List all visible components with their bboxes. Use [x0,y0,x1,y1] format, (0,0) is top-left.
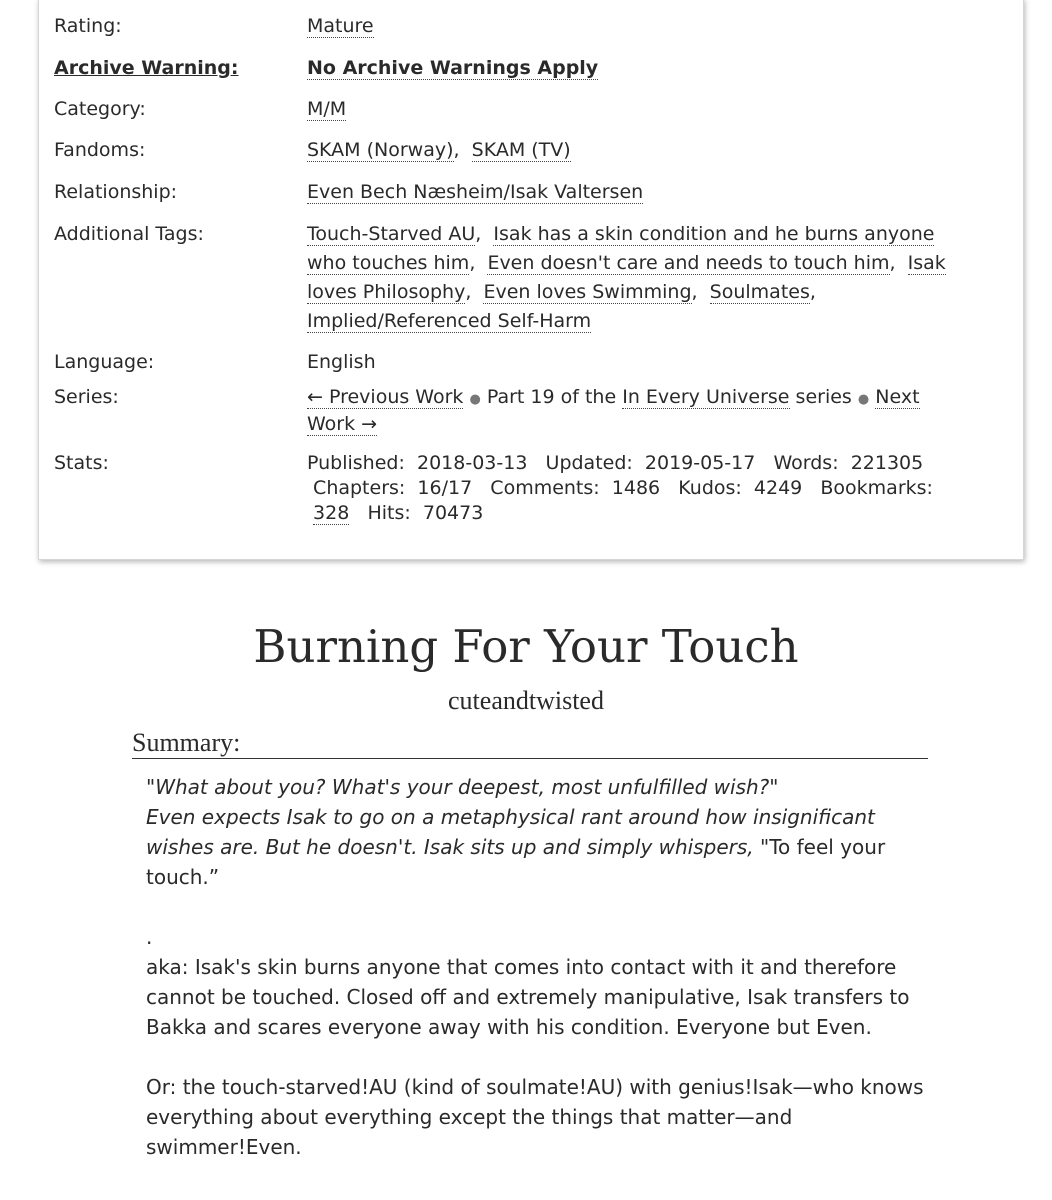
updated-label: Updated: [545,452,633,474]
freeform-tag[interactable]: Touch-Starved AU [307,223,476,245]
tags-label: Additional Tags: [54,223,204,245]
bookmarks-link[interactable]: 328 [313,502,350,524]
freeform-tag[interactable]: Implied/Referenced Self-Harm [307,310,592,332]
hits-value: 70473 [422,502,484,524]
freeform-tag[interactable]: Even loves Swimming [483,281,692,303]
fandom-tag[interactable]: SKAM (TV) [471,139,571,161]
relationship-label: Relationship: [54,181,178,203]
updated-value: 2019-05-17 [644,452,756,474]
work-title: Burning For Your Touch [253,620,799,673]
comments-label: Comments: [490,477,600,499]
category-tag[interactable]: M/M [307,98,347,120]
summary-text [146,772,926,1162]
relationship-tag[interactable]: Even Bech Næsheim/Isak Valtersen [307,181,644,203]
summary-quote: "What about you? What's your deepest, most unfulfilled wish?" [146,775,779,799]
hits-label: Hits: [367,502,411,524]
freeform-tag[interactable]: Isak has a skin condition and he burns anyone who touches him [307,223,935,274]
freeform-tag[interactable]: Isak loves Philosophy [307,252,946,303]
published-label: Published: [307,452,405,474]
freeform-tag[interactable]: Even doesn't care and needs to touch him [487,252,890,274]
category-label: Category: [54,98,146,120]
summary-separator: . [146,925,153,949]
warning-tag[interactable]: No Archive Warnings Apply [307,57,599,79]
summary-quote-italic: Even expects Isak to go on a metaphysical rant around how insignificant wishes are. But he doesn't. Isak sits up and simply whispers, [146,805,875,859]
rating-tag[interactable]: Mature [307,15,374,37]
kudos-label: Kudos: [678,477,742,499]
fandom-tag[interactable]: SKAM (Norway) [307,139,454,161]
chapters-value: 16/17 [417,477,473,499]
series-part-text: Part 19 of the [486,386,617,408]
bullet-icon: ● [469,392,481,407]
tags-list: Touch-Starved AU, Isak has a skin condition and he burns anyone who touches him, Even doesn't care and needs to touch him, Isak loves Philosophy, Even loves Swimming, Soulmates, Implied/Referenced Self-Harm [307,223,946,332]
stats-values [307,451,953,526]
stats-label: Stats: [54,452,109,474]
series-link[interactable]: In Every Universe [622,386,790,408]
summary-or: Or: the touch-starved!AU (kind of soulmate!AU) with genius!Isak—who knows everything about everything except the things that matter—and swimmer!Even. [146,1075,924,1159]
fandoms-label: Fandoms: [54,139,146,161]
bullet-icon: ● [857,392,870,407]
words-value: 221305 [850,452,924,474]
language-value: English [307,351,376,373]
comments-value: 1486 [611,477,661,499]
rating-label: Rating: [54,15,122,37]
published-value: 2018-03-13 [416,452,528,474]
language-label: Language: [54,351,155,373]
bookmarks-label: Bookmarks: [820,477,933,499]
work-author-link[interactable]: cuteandtwisted [448,686,604,715]
warning-colon: : [230,57,239,79]
words-label: Words: [773,452,839,474]
kudos-value: 4249 [753,477,803,499]
next-work-link[interactable]: Next Work → [307,386,920,435]
freeform-tag[interactable]: Soulmates [709,281,810,303]
summary-aka: aka: Isak's skin burns anyone that comes into contact with it and therefore cannot be touched. Closed off and extremely manipulative, Isak transfers to Bakka and scares everyone away with his condition. Everyone but Even. [146,955,910,1039]
series-word: series [795,386,852,408]
summary-quote-plain: "To feel your touch.” [146,835,886,889]
series-label: Series: [54,386,119,408]
work-meta-box: Rating: Mature Archive Warning: No Archive Warnings Apply Category: M/M Fandoms: SKAM (Norway), SKAM (TV) Relationship: Even Bech Næsheim/Isak Valtersen Additional Tags: Touch-Starved AU, Isak has a skin condition and he burns anyone who touches him, Even doesn't care and needs to touch him, Isak loves Philosophy, Even loves Swimming, Soulmates, Implied/Referenced Self-Harm Language: English Series: ← Previous Work ● Part 19 of the In Every Universe series ● Next Work → Stats: Published: 2018-03-13 Updated: 2019-05-17 Words: 221305 Chapters: 16/17 Comments: 1486 Kudos: 4249 Bookmarks: 328 Hits: 70473 [38,0,1024,560]
warning-label[interactable]: Archive Warning [54,57,231,79]
previous-work-link[interactable]: ← Previous Work [307,386,464,408]
summary-heading: Summary: [132,728,928,759]
summary-quote-line [146,802,926,892]
chapters-label: Chapters: [313,477,406,499]
